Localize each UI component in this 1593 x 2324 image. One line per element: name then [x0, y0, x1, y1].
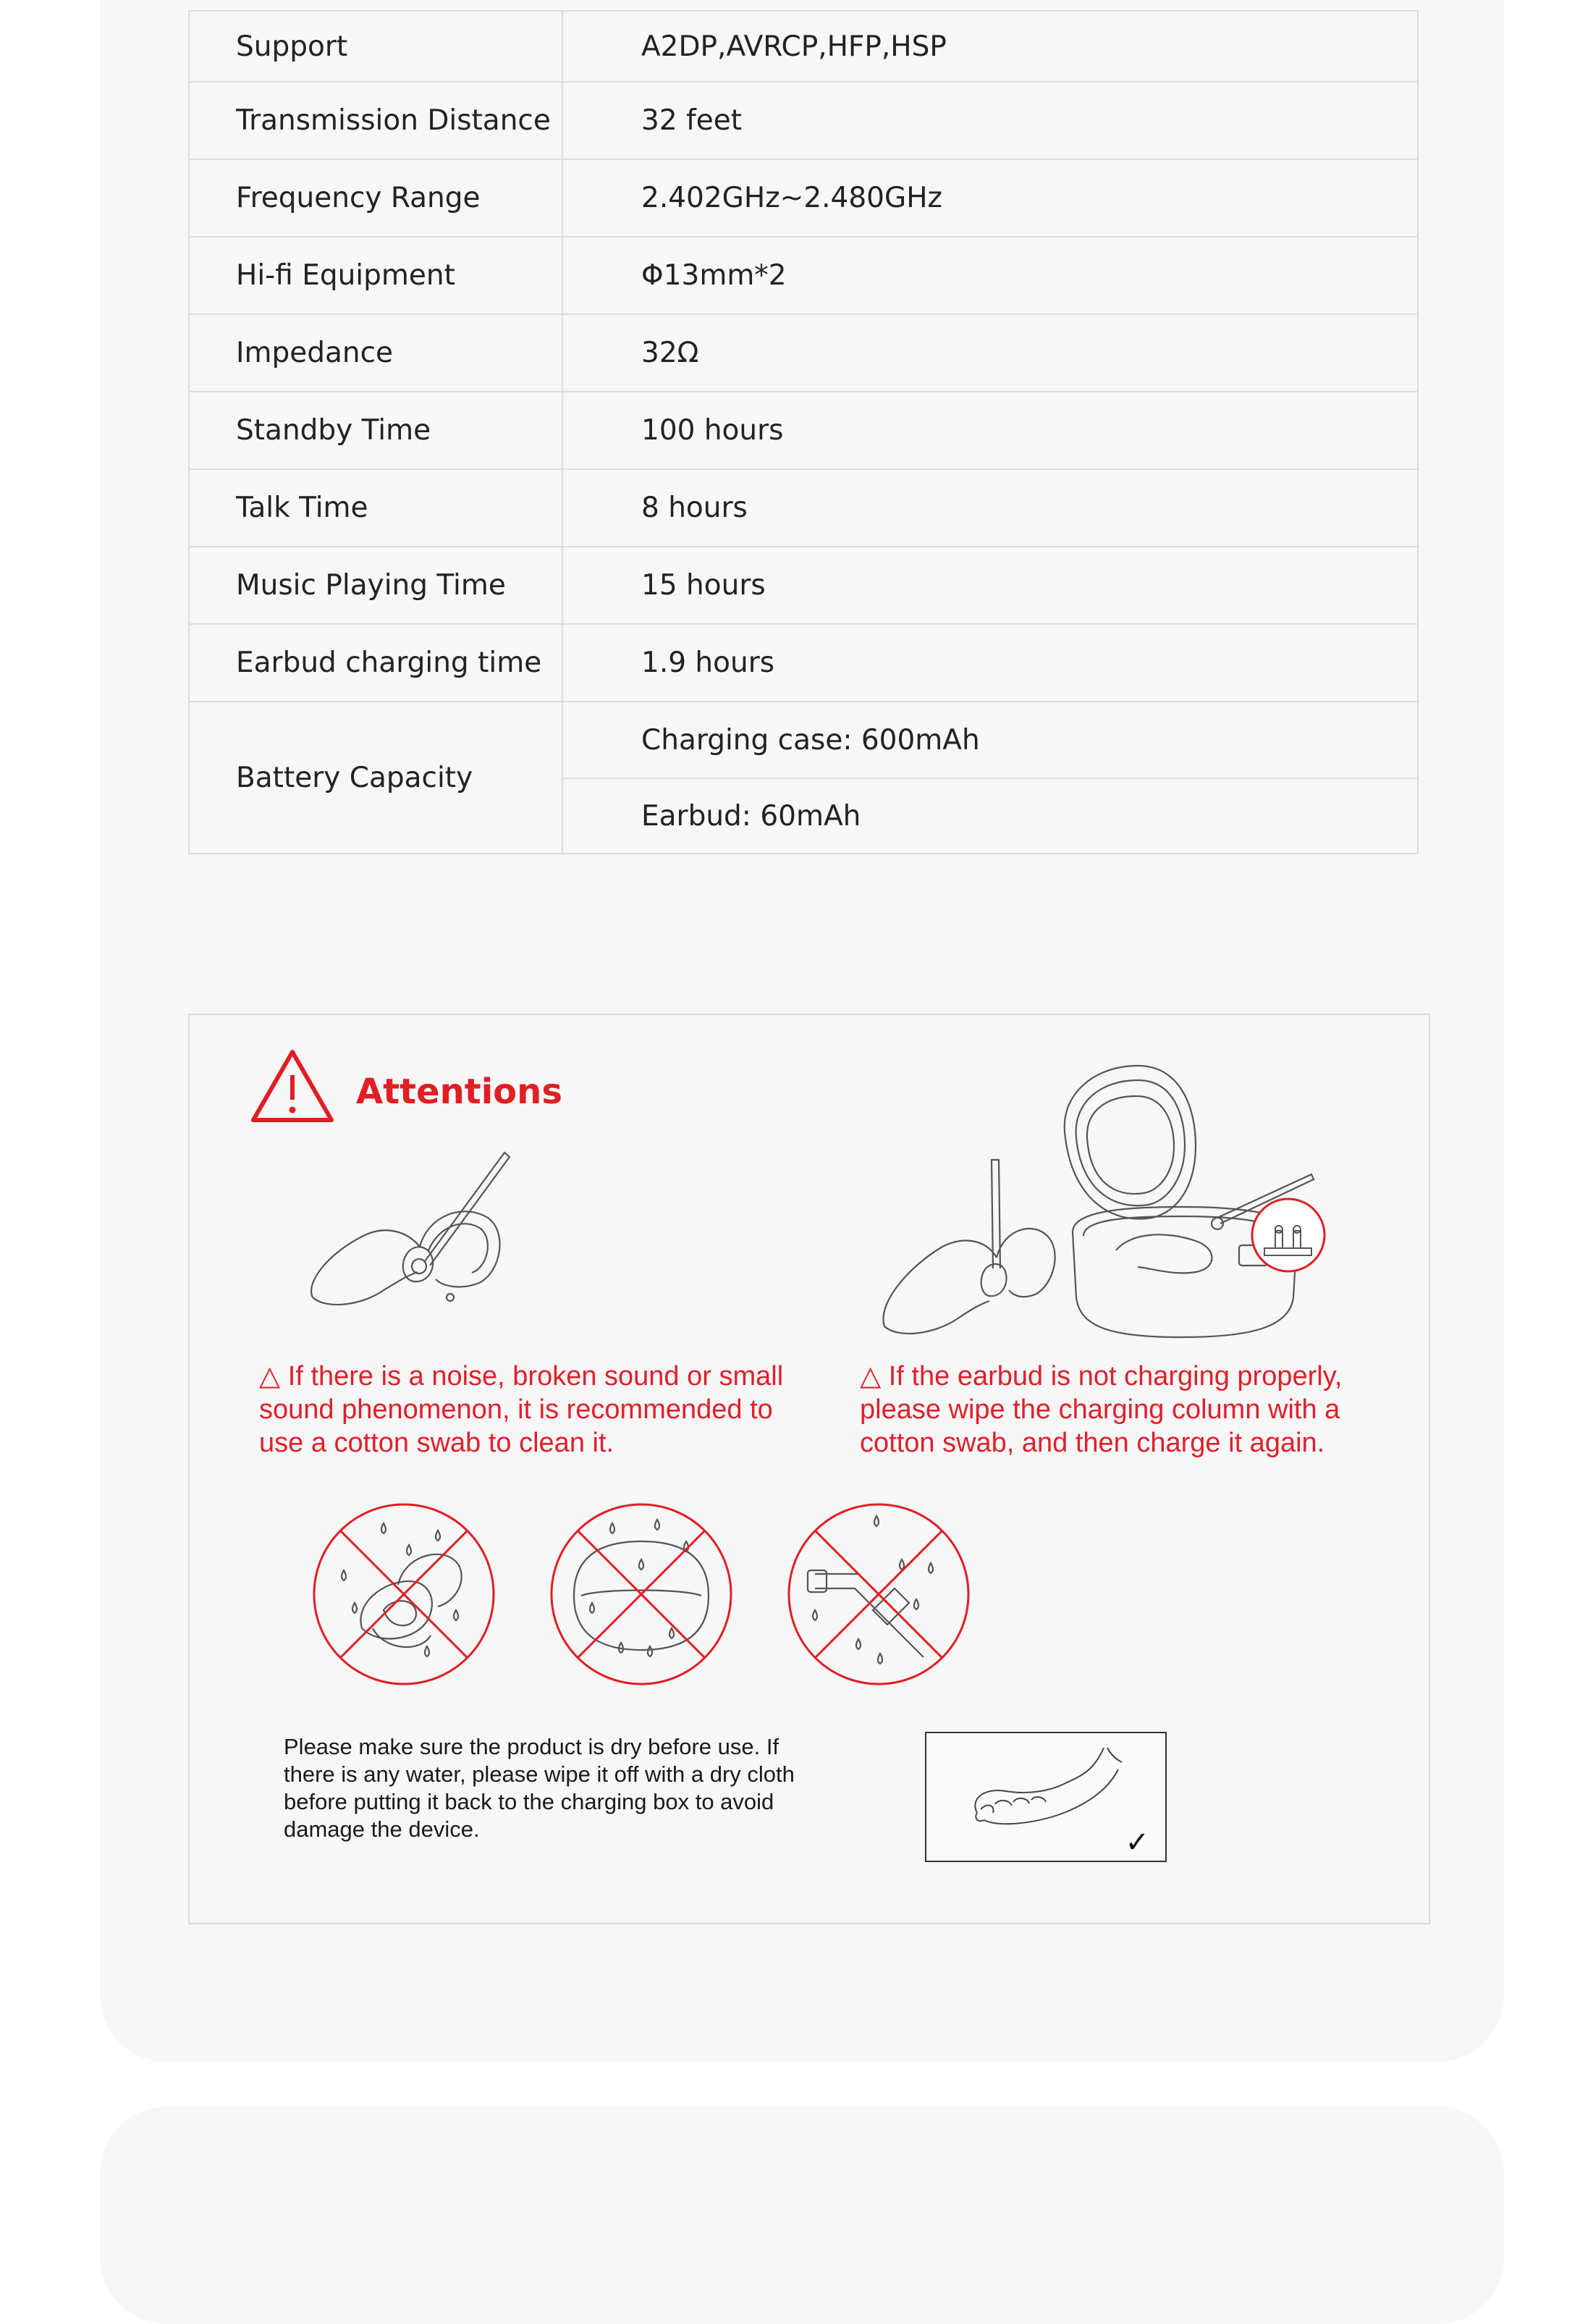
table-row — [189, 547, 1418, 624]
spec-value: Φ13mm*2 — [562, 237, 1418, 314]
spec-label: Music Playing Time — [189, 547, 562, 624]
table-row — [189, 624, 1418, 702]
warning-icon — [249, 1048, 336, 1126]
spec-label: Transmission Distance — [189, 82, 562, 159]
spec-value: 32Ω — [562, 314, 1418, 392]
table-row — [189, 702, 1418, 778]
spec-label: Impedance — [189, 314, 562, 392]
spec-label: Hi-fi Equipment — [189, 237, 562, 314]
next-card — [100, 2107, 1504, 2324]
spec-label: Standby Time — [189, 392, 562, 469]
attentions-panel — [188, 1014, 1430, 1924]
check-icon: ✓ — [1125, 1826, 1149, 1859]
note-charging: △ If the earbud is not charging properly, please wipe the charging column with a cotton swab, and then charge it again. — [860, 1361, 1343, 1458]
spec-value: Earbud: 60mAh — [562, 778, 1418, 854]
table-row — [189, 237, 1418, 314]
table-row — [189, 11, 1418, 82]
spec-label: Frequency Range — [189, 159, 562, 237]
table-row — [189, 469, 1418, 547]
spec-label: Talk Time — [189, 469, 562, 547]
table-row — [189, 82, 1418, 159]
table-row — [189, 314, 1418, 392]
spec-value: 100 hours — [562, 392, 1418, 469]
no-water-case-icon — [549, 1502, 734, 1687]
spec-label: Earbud charging time — [189, 624, 562, 702]
no-water-earbud-icon — [311, 1502, 497, 1687]
spec-value: 1.9 hours — [562, 624, 1418, 702]
spec-value: 32 feet — [562, 82, 1418, 159]
spec-label: Battery Capacity — [189, 702, 562, 854]
charging-case-illustration — [877, 1051, 1355, 1355]
table-row — [189, 159, 1418, 237]
earbud-swab-illustration — [298, 1145, 515, 1334]
spec-value: 2.402GHz~2.480GHz — [562, 159, 1418, 237]
spec-table — [188, 10, 1419, 854]
no-water-cable-icon — [786, 1502, 971, 1687]
spec-value: 8 hours — [562, 469, 1418, 547]
table-row — [189, 392, 1418, 469]
note-noise: △ If there is a noise, broken sound or small sound phenomenon, it is recommended to use a cotton swab to clean it. — [259, 1361, 784, 1458]
spec-value: A2DP,AVRCP,HFP,HSP — [562, 11, 1418, 82]
wipe-dry-box — [925, 1732, 1167, 1862]
spec-value: 15 hours — [562, 547, 1418, 624]
attentions-title: Attentions — [356, 1072, 562, 1112]
spec-value: Charging case: 600mAh — [562, 702, 1418, 778]
spec-label: Support — [189, 11, 562, 82]
dry-note: Please make sure the product is dry before use. If there is any water, please wipe it off with a dry cloth before putting it back to the charging box to avoid damage the device. — [284, 1734, 795, 1842]
